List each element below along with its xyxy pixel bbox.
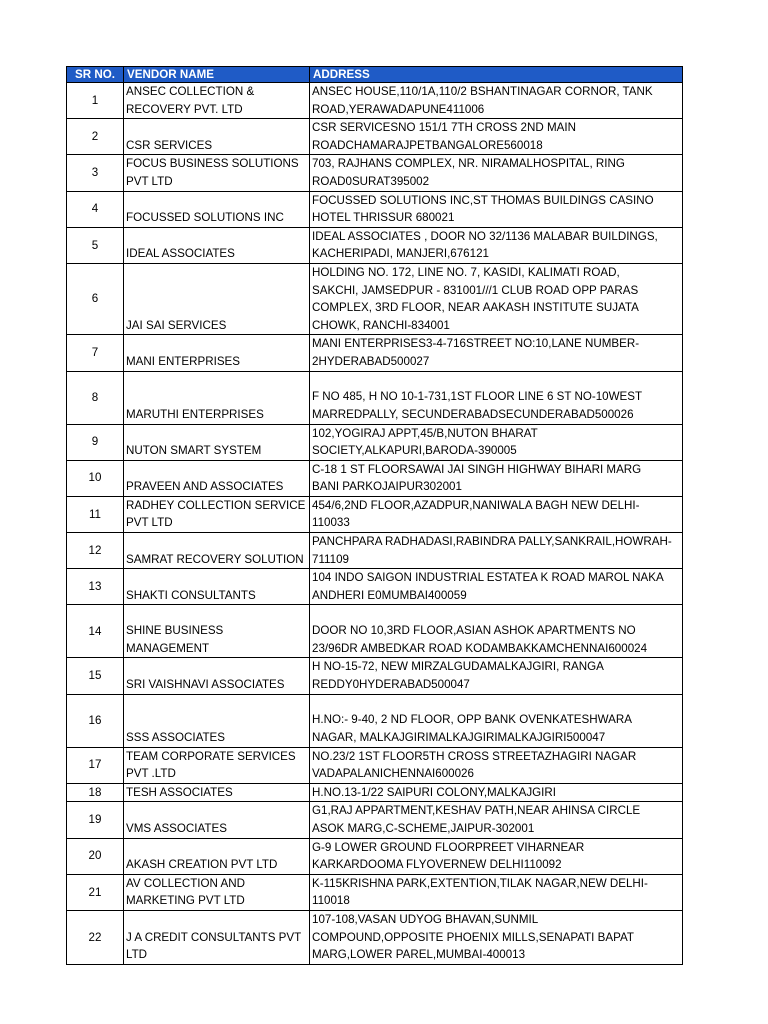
address-cell: 102,YOGIRAJ APPT,45/B,NUTON BHARAT SOCIETY,ALKAPURI,BARODA-390005	[310, 424, 683, 460]
sr-no-cell: 1	[67, 83, 124, 119]
vendor-name-cell: AV COLLECTION AND MARKETING PVT LTD	[124, 874, 310, 910]
vendor-name-cell: MANI ENTERPRISES	[124, 335, 310, 371]
header-address: ADDRESS	[310, 67, 683, 83]
vendor-name-cell: J A CREDIT CONSULTANTS PVT LTD	[124, 910, 310, 964]
table-row	[67, 496, 683, 532]
header-vendor-name: VENDOR NAME	[124, 67, 310, 83]
vendor-name-cell: VMS ASSOCIATES	[124, 802, 310, 838]
sr-no-cell: 16	[67, 694, 124, 747]
table-row	[67, 838, 683, 874]
address-cell: C-18 1 ST FLOORSAWAI JAI SINGH HIGHWAY BIHARI MARG BANI PARKOJAIPUR302001	[310, 460, 683, 496]
sr-no-cell: 6	[67, 263, 124, 334]
vendor-name-cell: SSS ASSOCIATES	[124, 694, 310, 747]
address-cell: PANCHPARA RADHADASI,RABINDRA PALLY,SANKRAIL,HOWRAH- 711109	[310, 533, 683, 569]
sr-no-cell: 8	[67, 371, 124, 424]
table-row	[67, 783, 683, 802]
address-cell: F NO 485, H NO 10-1-731,1ST FLOOR LINE 6 ST NO-10WEST MARREDPALLY, SECUNDERABADSECUNDERABAD500026	[310, 371, 683, 424]
table-row	[67, 155, 683, 191]
address-cell: MANI ENTERPRISES3-4-716STREET NO:10,LANE NUMBER- 2HYDERABAD500027	[310, 335, 683, 371]
vendor-name-cell: SHINE BUSINESS MANAGEMENT	[124, 605, 310, 658]
address-cell: 107-108,VASAN UDYOG BHAVAN,SUNMIL COMPOUND,OPPOSITE PHOENIX MILLS,SENAPATI BAPAT MARG,LOWER PAREL,MUMBAI-400013	[310, 910, 683, 964]
sr-no-cell: 7	[67, 335, 124, 371]
sr-no-cell: 13	[67, 569, 124, 605]
header-row	[67, 67, 683, 83]
table-row	[67, 802, 683, 838]
table-row	[67, 658, 683, 694]
vendor-name-cell: SHAKTI CONSULTANTS	[124, 569, 310, 605]
address-cell: ANSEC HOUSE,110/1A,110/2 BSHANTINAGAR CORNOR, TANK ROAD,YERAWADAPUNE411006	[310, 83, 683, 119]
table-row	[67, 747, 683, 783]
sr-no-cell: 18	[67, 783, 124, 802]
address-cell: G-9 LOWER GROUND FLOORPREET VIHARNEAR KARKARDOOMA FLYOVERNEW DELHI110092	[310, 838, 683, 874]
address-cell: 703, RAJHANS COMPLEX, NR. NIRAMALHOSPITAL, RING ROAD0SURAT395002	[310, 155, 683, 191]
sr-no-cell: 5	[67, 227, 124, 263]
address-cell: DOOR NO 10,3RD FLOOR,ASIAN ASHOK APARTMENTS NO 23/96DR AMBEDKAR ROAD KODAMBAKKAMCHENNAI600024	[310, 605, 683, 658]
address-cell: FOCUSSED SOLUTIONS INC,ST THOMAS BUILDINGS CASINO HOTEL THRISSUR 680021	[310, 191, 683, 227]
table-row	[67, 569, 683, 605]
table-row	[67, 874, 683, 910]
sr-no-cell: 17	[67, 747, 124, 783]
sr-no-cell: 12	[67, 533, 124, 569]
vendor-name-cell: AKASH CREATION PVT LTD	[124, 838, 310, 874]
table-row	[67, 371, 683, 424]
address-cell: IDEAL ASSOCIATES , DOOR NO 32/1136 MALABAR BUILDINGS, KACHERIPADI, MANJERI,676121	[310, 227, 683, 263]
address-cell: 104 INDO SAIGON INDUSTRIAL ESTATEA K ROAD MAROL NAKA ANDHERI E0MUMBAI400059	[310, 569, 683, 605]
table-row	[67, 263, 683, 334]
sr-no-cell: 4	[67, 191, 124, 227]
vendor-table	[66, 66, 683, 965]
address-cell: H.NO.13-1/22 SAIPURI COLONY,MALKAJGIRI	[310, 783, 683, 802]
address-cell: CSR SERVICESNO 151/1 7TH CROSS 2ND MAIN ROADCHAMARAJPETBANGALORE560018	[310, 119, 683, 155]
sr-no-cell: 20	[67, 838, 124, 874]
vendor-name-cell: ANSEC COLLECTION & RECOVERY PVT. LTD	[124, 83, 310, 119]
table-row	[67, 191, 683, 227]
vendor-name-cell: JAI SAI SERVICES	[124, 263, 310, 334]
address-cell: NO.23/2 1ST FLOOR5TH CROSS STREETAZHAGIRI NAGAR VADAPALANICHENNAI600026	[310, 747, 683, 783]
vendor-name-cell: FOCUS BUSINESS SOLUTIONS PVT LTD	[124, 155, 310, 191]
header-sr-no: SR NO.	[67, 67, 124, 83]
table-row	[67, 424, 683, 460]
sr-no-cell: 9	[67, 424, 124, 460]
sr-no-cell: 11	[67, 496, 124, 532]
address-cell: G1,RAJ APPARTMENT,KESHAV PATH,NEAR AHINSA CIRCLE ASOK MARG,C-SCHEME,JAIPUR-302001	[310, 802, 683, 838]
vendor-name-cell: SAMRAT RECOVERY SOLUTION	[124, 533, 310, 569]
vendor-name-cell: PRAVEEN AND ASSOCIATES	[124, 460, 310, 496]
table-row	[67, 694, 683, 747]
table-row	[67, 335, 683, 371]
vendor-name-cell: IDEAL ASSOCIATES	[124, 227, 310, 263]
address-cell: 454/6,2ND FLOOR,AZADPUR,NANIWALA BAGH NEW DELHI- 110033	[310, 496, 683, 532]
table-row	[67, 605, 683, 658]
sr-no-cell: 15	[67, 658, 124, 694]
vendor-name-cell: TEAM CORPORATE SERVICES PVT .LTD	[124, 747, 310, 783]
address-cell: H NO-15-72, NEW MIRZALGUDAMALKAJGIRI, RANGA REDDY0HYDERABAD500047	[310, 658, 683, 694]
vendor-name-cell: RADHEY COLLECTION SERVICE PVT LTD	[124, 496, 310, 532]
table-row	[67, 119, 683, 155]
sr-no-cell: 3	[67, 155, 124, 191]
vendor-name-cell: FOCUSSED SOLUTIONS INC	[124, 191, 310, 227]
vendor-name-cell: MARUTHI ENTERPRISES	[124, 371, 310, 424]
vendor-name-cell: TESH ASSOCIATES	[124, 783, 310, 802]
sr-no-cell: 21	[67, 874, 124, 910]
table-row	[67, 910, 683, 964]
sr-no-cell: 19	[67, 802, 124, 838]
sr-no-cell: 14	[67, 605, 124, 658]
address-cell: HOLDING NO. 172, LINE NO. 7, KASIDI, KALIMATI ROAD, SAKCHI, JAMSEDPUR - 831001///1 CLUB ROAD OPP PARAS COMPLEX, 3RD FLOOR, NEAR AAKASH INSTITUTE SUJATA CHOWK, RANCHI-834001	[310, 263, 683, 334]
vendor-name-cell: CSR SERVICES	[124, 119, 310, 155]
vendor-name-cell: NUTON SMART SYSTEM	[124, 424, 310, 460]
table-row	[67, 533, 683, 569]
vendor-name-cell: SRI VAISHNAVI ASSOCIATES	[124, 658, 310, 694]
sr-no-cell: 22	[67, 910, 124, 964]
address-cell: H.NO:- 9-40, 2 ND FLOOR, OPP BANK OVENKATESHWARA NAGAR, MALKAJGIRIMALKAJGIRIMALKAJGIRI500047	[310, 694, 683, 747]
address-cell: K-115KRISHNA PARK,EXTENTION,TILAK NAGAR,NEW DELHI- 110018	[310, 874, 683, 910]
table-row	[67, 83, 683, 119]
sr-no-cell: 2	[67, 119, 124, 155]
table-row	[67, 460, 683, 496]
table-row	[67, 227, 683, 263]
sr-no-cell: 10	[67, 460, 124, 496]
